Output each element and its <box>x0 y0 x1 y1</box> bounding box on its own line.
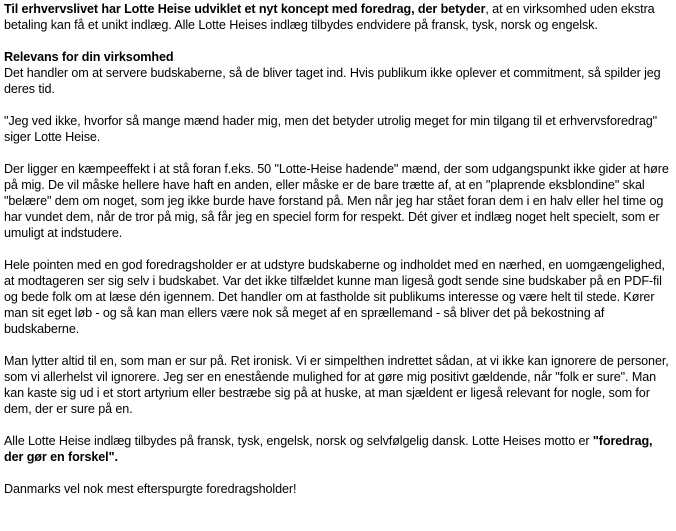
closing-paragraph: Danmarks vel nok mest efterspurgte foredragsholder! <box>4 482 297 496</box>
languages-paragraph <box>4 433 672 465</box>
quote-paragraph: "Jeg ved ikke, hvorfor så mange mænd hader mig, men det betyder utrolig meget for min tilgang til et erhvervsforedrag" siger Lotte Heise. <box>4 114 658 144</box>
intro-paragraph <box>4 1 672 33</box>
article-body <box>4 1 672 497</box>
languages-text: Alle Lotte Heise indlæg tilbydes på fransk, tysk, engelsk, norsk og selvfølgelig dansk. Lotte Heises motto er <box>4 434 593 448</box>
intro-bold-text: Til erhvervslivet har Lotte Heise udviklet et nyt koncept med foredrag, der betyder <box>4 2 486 16</box>
listen-paragraph: Man lytter altid til en, som man er sur på. Ret ironisk. Vi er simpelthen indrettet sådan, at vi ikke kan ignorere de personer, som vi allerhelst vil ignorere. Jeg ser en enestående mulighed for at gøre mig positivt gældende, når "folk er sure". Man kan kaste sig ud i et stort artyrium eller bestræbe sig på at huske, at man sjældent er ligeså relevant for nogle, som for dem, der er sure på en. <box>4 354 669 416</box>
point-paragraph: Hele pointen med en god foredragsholder er at udstyre budskaberne og indholdet med en nærhed, en uomgængelighed, at modtageren ser sig selv i budskabet. Var det ikke tilfældet kunne man ligeså godt sende sine budskaber på en PDF-fil og bede folk om at læse dén igennem. Det handler om at fastholde sit publikums interesse og være helt til stede. Kører man sit eget løb - og så kan man ellers være nok så meget af en sprællemand - så bliver det på bekostning af budskaberne. <box>4 258 665 336</box>
relevance-heading: Relevans for din virksomhed <box>4 50 174 64</box>
relevance-paragraph <box>4 49 672 97</box>
motto-text: "foredrag, der gør en forskel". <box>4 434 653 464</box>
intro-text: , at en virksomhed uden ekstra betaling kan få et unikt indlæg. Alle Lotte Heises indlæg tilbydes endvidere på fransk, tysk, norsk og engelsk. <box>4 2 655 32</box>
relevance-text: Det handler om at servere budskaberne, så de bliver taget ind. Hvis publikum ikke oplever et commitment, så spilder jeg deres tid. <box>4 66 661 96</box>
effect-paragraph: Der ligger en kæmpeeffekt i at stå foran f.eks. 50 "Lotte-Heise hadende" mænd, der som udgangspunkt ikke gider at høre på mig. De vil måske hellere have haft en anden, eller måske er de bare trætte af, at en "plaprende eksblondine" skal "belære" dem om noget, som jeg ikke burde have forstand på. Men når jeg har stået foran dem i en halv eller hel time og har vundet dem, når de tror på mig, så får jeg en speciel form for respekt. Dét giver et indlæg noget helt specielt, som er umuligt at indstudere. <box>4 162 669 240</box>
